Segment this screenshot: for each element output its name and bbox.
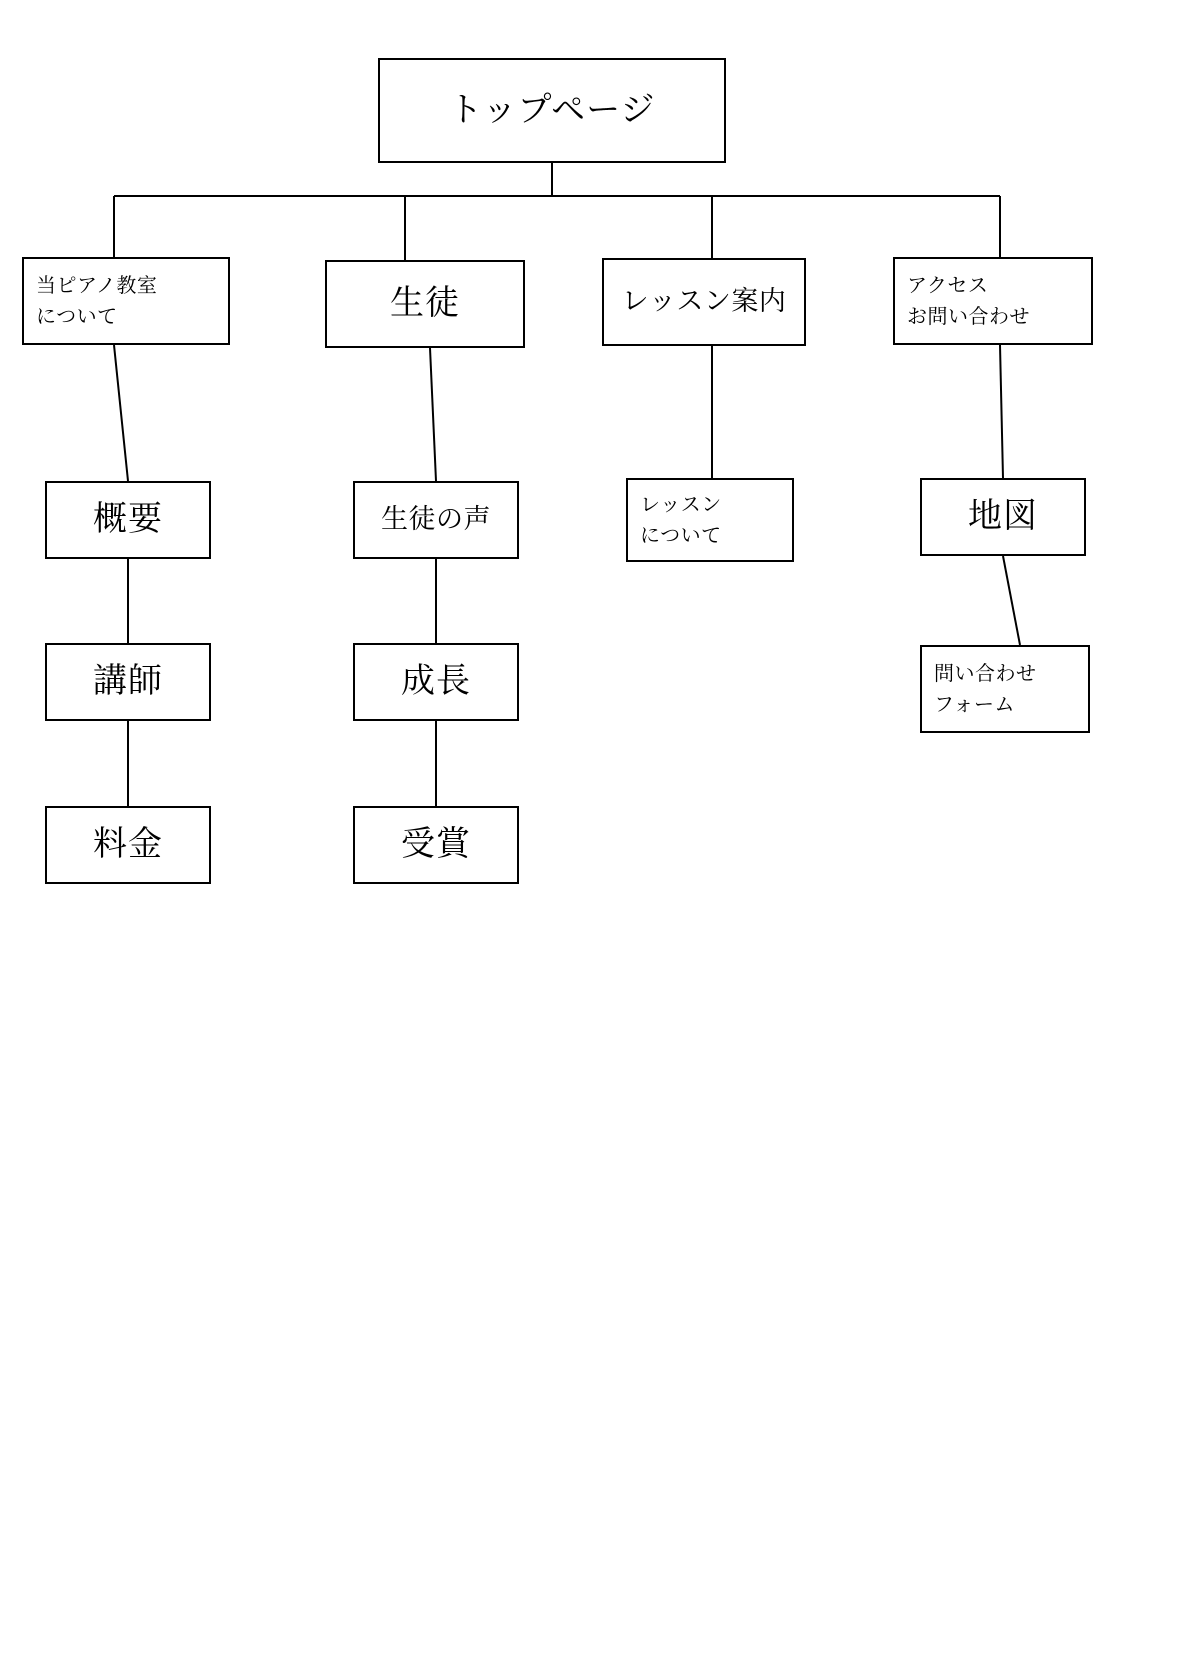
node-label-line1: 当ピアノ教室 xyxy=(36,273,158,297)
node-label: 講師 xyxy=(93,661,163,702)
node-students[interactable] xyxy=(325,260,525,348)
node-overview[interactable] xyxy=(45,481,211,559)
node-about-piano-school[interactable] xyxy=(22,257,230,345)
node-label-line1: レッスン xyxy=(640,492,722,516)
node-label: 料金 xyxy=(93,824,163,865)
node-label-line1: アクセス xyxy=(907,273,989,297)
node-awards[interactable] xyxy=(353,806,519,884)
node-growth[interactable] xyxy=(353,643,519,721)
node-label-line2: フォーム xyxy=(934,692,1015,716)
node-label: トップページ xyxy=(448,89,656,130)
node-fees[interactable] xyxy=(45,806,211,884)
node-student-voices[interactable] xyxy=(353,481,519,559)
node-access-contact[interactable] xyxy=(893,257,1093,345)
node-label: 生徒 xyxy=(390,283,460,324)
node-about-lessons[interactable] xyxy=(626,478,794,562)
node-label: 地図 xyxy=(968,496,1038,537)
node-label: 生徒の声 xyxy=(381,503,491,535)
node-contact-form[interactable] xyxy=(920,645,1090,733)
node-label-line2: について xyxy=(36,304,118,328)
node-lesson-guide[interactable] xyxy=(602,258,806,346)
node-label-line2: について xyxy=(640,523,722,547)
node-label: 受賞 xyxy=(401,824,471,865)
node-label-line2: お問い合わせ xyxy=(907,304,1030,328)
node-label-line1: 問い合わせ xyxy=(934,661,1037,685)
node-map[interactable] xyxy=(920,478,1086,556)
node-label: レッスン案内 xyxy=(621,285,787,317)
node-label: 概要 xyxy=(93,499,163,540)
node-label: 成長 xyxy=(401,661,471,702)
node-instructor[interactable] xyxy=(45,643,211,721)
node-top-page[interactable] xyxy=(378,58,726,163)
